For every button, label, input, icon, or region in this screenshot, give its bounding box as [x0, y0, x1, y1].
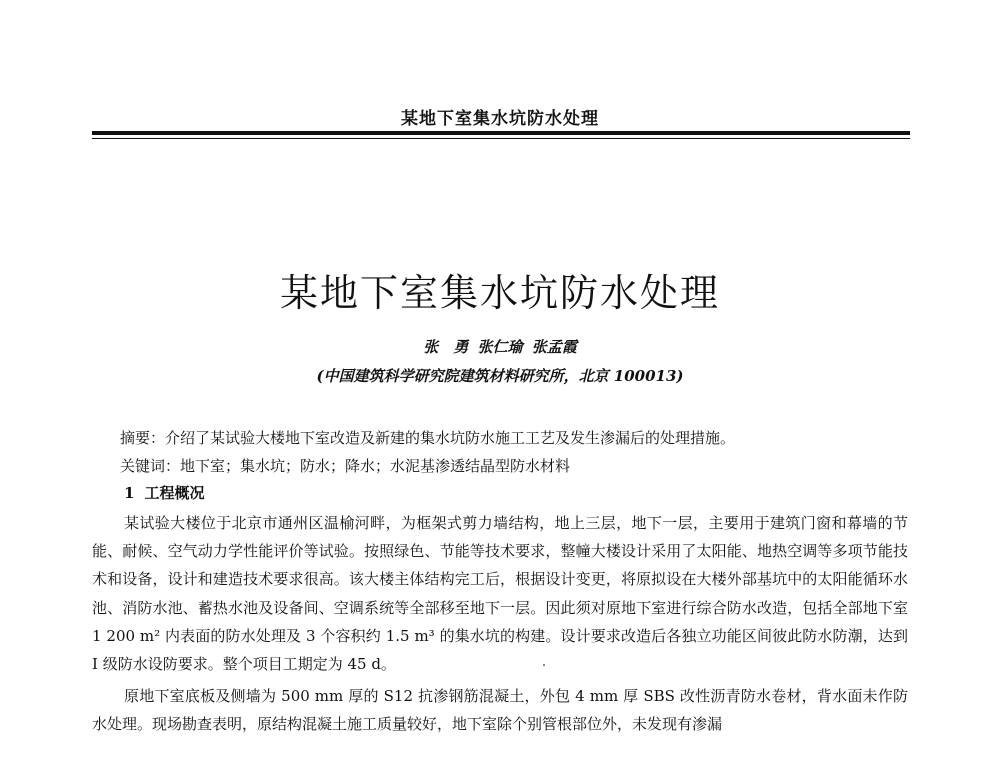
section-heading — [124, 482, 214, 503]
scan-speck — [543, 664, 545, 666]
body-text — [92, 509, 908, 739]
abstract-block — [120, 424, 920, 480]
header-rule-thin — [92, 138, 910, 139]
affiliation: (中国建筑科学研究院建筑材料研究所，北京 100013) — [316, 367, 684, 385]
section-title: 工程概况 — [144, 484, 205, 502]
running-head: 某地下室集水坑防水处理 — [401, 109, 599, 129]
article-title: 某地下室集水坑防水处理 — [279, 271, 720, 315]
keywords: 关键词：地下室；集水坑；防水；降水；水泥基渗透结晶型防水材料 — [120, 457, 571, 475]
paragraph: 原地下室底板及侧墙为 500 mm 厚的 S12 抗渗钢筋混凝土，外包 4 mm 厚 SBS 改性沥青防水卷材，背水面未作防水处理。现场勘查表明，原结构混凝土施工质量较好，地下室除个别管根部位外，未发现有渗漏 — [92, 687, 908, 734]
paragraph: 某试验大楼位于北京市通州区温榆河畔，为框架式剪力墙结构，地上三层，地下一层，主要用于建筑门窗和幕墙的节能、耐候、空气动力学性能评价等试验。按照绿色、节能等技术要求，整幢大楼设计采用了太阳能、地热空调等多项节能技术和设备，设计和建造技术要求很高。该大楼主体结构完工后，根据设计变更，将原拟设在大楼外部基坑中的太阳能循环水池、消防水池、蓄热水池及设备间、空调系统等全部移至地下一层。因此须对原地下室进行综合防水改造，包括全部地下室 1 200 m² 内表面的防水处理及 3 个容积约 1.5 m³ 的集水坑的构建。设计要求改造后各独立功能区间彼此防水防潮，达到 I 级防水设防要求。整个项目工期定为 45 d。 — [92, 514, 908, 674]
abstract: 摘要：介绍了某试验大楼地下室改造及新建的集水坑防水施工工艺及发生渗漏后的处理措施。 — [120, 429, 736, 447]
header-rule-thick — [92, 131, 910, 135]
authors: 张 勇 张仁瑜 张孟霞 — [423, 338, 577, 356]
section-number: 1 — [124, 484, 135, 502]
